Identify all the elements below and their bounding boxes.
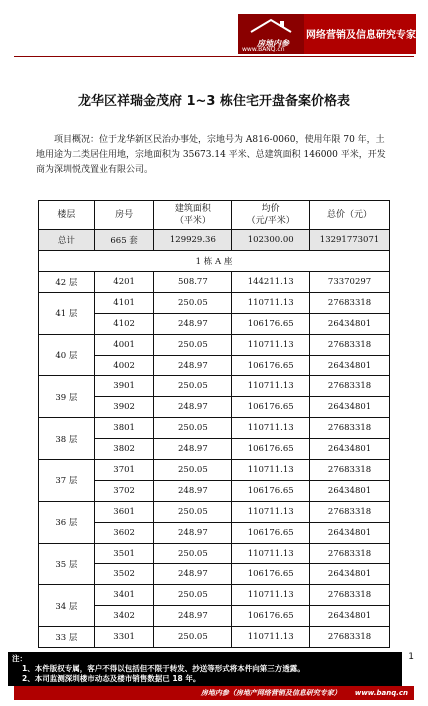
area-cell: 250.05 xyxy=(154,501,232,522)
total-count: 665 套 xyxy=(94,230,154,251)
table-row xyxy=(39,543,390,564)
total-cell: 26434801 xyxy=(310,606,390,627)
total-cell: 26434801 xyxy=(310,480,390,501)
total-cell: 27683318 xyxy=(310,543,390,564)
total-cell: 27683318 xyxy=(310,376,390,397)
area-cell: 248.97 xyxy=(154,564,232,585)
area-cell: 248.97 xyxy=(154,313,232,334)
price-cell: 144211.13 xyxy=(232,272,310,293)
floor-cell: 40 层 xyxy=(39,334,95,376)
table-row xyxy=(39,418,390,439)
room-cell: 3801 xyxy=(94,418,154,439)
area-cell: 250.05 xyxy=(154,334,232,355)
floor-cell: 38 层 xyxy=(39,418,95,460)
room-cell: 4201 xyxy=(94,272,154,293)
page-title: 龙华区祥瑞金茂府 1~3 栋住宅开盘备案价格表 xyxy=(77,94,351,109)
header-divider xyxy=(14,56,414,57)
room-cell: 3701 xyxy=(94,460,154,481)
total-cell: 27683318 xyxy=(310,292,390,313)
notes-box xyxy=(8,652,402,686)
area-cell: 508.77 xyxy=(154,272,232,293)
table-row xyxy=(39,334,390,355)
price-cell: 106176.65 xyxy=(232,355,310,376)
area-cell: 248.97 xyxy=(154,480,232,501)
room-cell: 3401 xyxy=(94,585,154,606)
area-cell: 248.97 xyxy=(154,397,232,418)
room-cell: 3402 xyxy=(94,606,154,627)
area-cell: 248.97 xyxy=(154,522,232,543)
room-cell: 3601 xyxy=(94,501,154,522)
header-area-text: 建筑面积 （平米） xyxy=(174,204,211,226)
price-cell: 110711.13 xyxy=(232,334,310,355)
table-row xyxy=(39,460,390,481)
notes-heading: 注： xyxy=(12,654,27,663)
total-price: 102300.00 xyxy=(232,230,310,251)
price-cell: 110711.13 xyxy=(232,501,310,522)
area-cell: 248.97 xyxy=(154,439,232,460)
price-cell: 106176.65 xyxy=(232,564,310,585)
room-cell: 4002 xyxy=(94,355,154,376)
house-icon xyxy=(248,18,294,38)
room-cell: 4001 xyxy=(94,334,154,355)
floor-cell: 34 层 xyxy=(39,585,95,627)
room-cell: 3602 xyxy=(94,522,154,543)
header-room: 房号 xyxy=(94,201,154,230)
price-cell: 110711.13 xyxy=(232,376,310,397)
total-label: 总计 xyxy=(39,230,95,251)
table-row xyxy=(39,501,390,522)
total-row xyxy=(39,230,390,251)
floor-cell: 36 层 xyxy=(39,501,95,543)
table-header-row xyxy=(39,201,390,230)
logo xyxy=(238,14,304,54)
floor-cell: 39 层 xyxy=(39,376,95,418)
price-cell: 106176.65 xyxy=(232,397,310,418)
page-number: 1 xyxy=(408,652,414,662)
total-cell: 73370297 xyxy=(310,272,390,293)
floor-cell: 33 层 xyxy=(39,627,95,648)
table-row xyxy=(39,585,390,606)
header-price xyxy=(232,201,310,230)
total-cell: 26434801 xyxy=(310,439,390,460)
header-slogan: 网络营销及信息研究专家 xyxy=(306,30,416,41)
price-cell: 106176.65 xyxy=(232,313,310,334)
table-row xyxy=(39,376,390,397)
header-price-text: 均价 （元/平米） xyxy=(246,204,295,226)
floor-cell: 42 层 xyxy=(39,272,95,293)
price-cell: 106176.65 xyxy=(232,439,310,460)
footer-bar xyxy=(14,686,414,700)
price-cell: 110711.13 xyxy=(232,418,310,439)
note-item-1: 1、本件版权专属，客户不得以包括但不限于转发、抄送等形式将本件向第三方透露。 xyxy=(22,664,305,673)
area-cell: 250.05 xyxy=(154,376,232,397)
area-cell: 250.05 xyxy=(154,292,232,313)
total-cell: 26434801 xyxy=(310,522,390,543)
area-cell: 250.05 xyxy=(154,627,232,648)
table-row xyxy=(39,272,390,293)
room-cell: 4102 xyxy=(94,313,154,334)
total-cell: 26434801 xyxy=(310,397,390,418)
floor-cell: 35 层 xyxy=(39,543,95,585)
header-banner xyxy=(238,14,416,54)
total-amount: 13291773071 xyxy=(310,230,390,251)
room-cell: 3901 xyxy=(94,376,154,397)
header-total: 总价（元） xyxy=(310,201,390,230)
room-cell: 4101 xyxy=(94,292,154,313)
price-table xyxy=(38,200,390,648)
table-row xyxy=(39,292,390,313)
room-cell: 3702 xyxy=(94,480,154,501)
total-area: 129929.36 xyxy=(154,230,232,251)
total-cell: 27683318 xyxy=(310,627,390,648)
logo-url: www.BANQ.cn xyxy=(242,46,285,53)
total-cell: 27683318 xyxy=(310,460,390,481)
building-label: 1 栋 A 座 xyxy=(39,251,390,272)
room-cell: 3501 xyxy=(94,543,154,564)
header-floor: 楼层 xyxy=(39,201,95,230)
total-cell: 27683318 xyxy=(310,334,390,355)
note-item-2: 2、本司监测深圳楼市动态及楼市销售数据已 18 年。 xyxy=(22,674,201,683)
price-cell: 110711.13 xyxy=(232,292,310,313)
area-cell: 250.05 xyxy=(154,460,232,481)
room-cell: 3902 xyxy=(94,397,154,418)
price-cell: 110711.13 xyxy=(232,585,310,606)
building-row xyxy=(39,251,390,272)
price-cell: 110711.13 xyxy=(232,460,310,481)
area-cell: 248.97 xyxy=(154,355,232,376)
footer-url: www.banq.cn xyxy=(354,689,408,697)
room-cell: 3301 xyxy=(94,627,154,648)
total-cell: 27683318 xyxy=(310,418,390,439)
price-cell: 110711.13 xyxy=(232,543,310,564)
total-cell: 26434801 xyxy=(310,313,390,334)
logo-text: 房地内参 xyxy=(257,39,289,48)
price-cell: 106176.65 xyxy=(232,522,310,543)
price-cell: 106176.65 xyxy=(232,480,310,501)
room-cell: 3802 xyxy=(94,439,154,460)
total-cell: 26434801 xyxy=(310,564,390,585)
price-cell: 110711.13 xyxy=(232,627,310,648)
total-cell: 26434801 xyxy=(310,355,390,376)
area-cell: 248.97 xyxy=(154,606,232,627)
area-cell: 250.05 xyxy=(154,418,232,439)
total-cell: 27683318 xyxy=(310,501,390,522)
header-area xyxy=(154,201,232,230)
room-cell: 3502 xyxy=(94,564,154,585)
area-cell: 250.05 xyxy=(154,543,232,564)
area-cell: 250.05 xyxy=(154,585,232,606)
table-row xyxy=(39,627,390,648)
floor-cell: 37 层 xyxy=(39,460,95,502)
footer-text: 房地内参（房地产网络营销及信息研究专家） xyxy=(200,689,341,697)
total-cell: 27683318 xyxy=(310,585,390,606)
floor-cell: 41 层 xyxy=(39,292,95,334)
project-overview: 项目概况：位于龙华新区民治办事处，宗地号为 A816-0060，使用年限 70 年，土地用途为二类居住用地，宗地面积为 35673.14 平米、总建筑面积 146000 平米，开发商为深圳悦茂置业有限公司。 xyxy=(36,135,386,175)
price-cell: 106176.65 xyxy=(232,606,310,627)
